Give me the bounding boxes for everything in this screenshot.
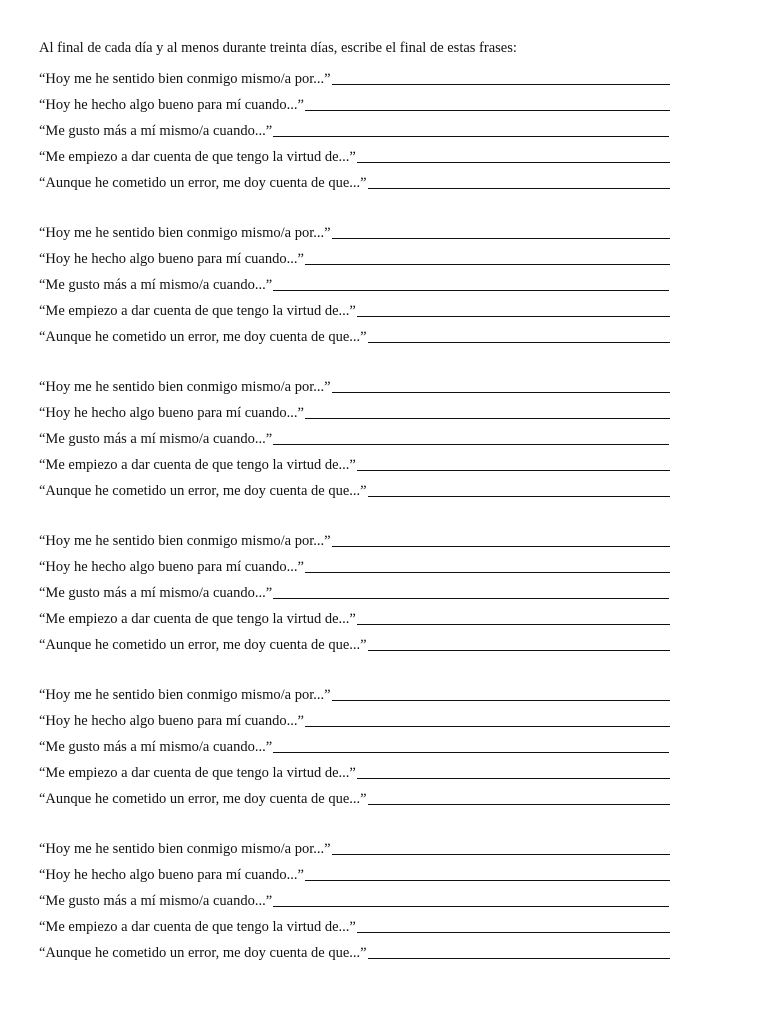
- prompt-text: “Me gusto más a mí mismo/a cuando...”: [39, 893, 273, 909]
- answer-blank[interactable]: [357, 315, 670, 317]
- answer-blank[interactable]: [357, 623, 670, 625]
- exercise-line: [39, 782, 671, 808]
- answer-blank[interactable]: [332, 699, 670, 701]
- exercise-line: [39, 832, 671, 858]
- answer-blank[interactable]: [332, 391, 670, 393]
- exercise-group-2: [39, 216, 671, 346]
- exercise-line: [39, 140, 671, 166]
- exercise-line: [39, 216, 671, 242]
- answer-blank[interactable]: [273, 751, 669, 753]
- exercise-line: [39, 524, 671, 550]
- prompt-text: “Me empiezo a dar cuenta de que tengo la virtud de...”: [39, 919, 356, 935]
- exercise-line: [39, 602, 671, 628]
- prompt-text: “Me empiezo a dar cuenta de que tengo la virtud de...”: [39, 303, 356, 319]
- answer-blank[interactable]: [368, 495, 670, 497]
- answer-blank[interactable]: [305, 879, 670, 881]
- prompt-text: “Hoy he hecho algo bueno para mí cuando...”: [39, 559, 304, 575]
- exercise-line: [39, 678, 671, 704]
- prompt-text: “Hoy he hecho algo bueno para mí cuando...”: [39, 97, 304, 113]
- prompt-text: “Aunque he cometido un error, me doy cuenta de que...”: [39, 483, 367, 499]
- prompt-text: “Hoy me he sentido bien conmigo mismo/a por...”: [39, 533, 331, 549]
- exercise-line: [39, 370, 671, 396]
- prompt-text: “Hoy he hecho algo bueno para mí cuando...”: [39, 251, 304, 267]
- prompt-text: “Me empiezo a dar cuenta de que tengo la virtud de...”: [39, 765, 356, 781]
- exercise-line: [39, 166, 671, 192]
- instruction-text: Al final de cada día y al menos durante treinta días, escribe el final de estas frases:: [39, 40, 517, 56]
- exercise-line: [39, 704, 671, 730]
- prompt-text: “Hoy me he sentido bien conmigo mismo/a por...”: [39, 71, 331, 87]
- prompt-text: “Aunque he cometido un error, me doy cuenta de que...”: [39, 175, 367, 191]
- exercise-line: [39, 422, 671, 448]
- exercise-group-6: [39, 832, 671, 962]
- answer-blank[interactable]: [368, 187, 670, 189]
- prompt-text: “Me empiezo a dar cuenta de que tengo la virtud de...”: [39, 457, 356, 473]
- answer-blank[interactable]: [332, 545, 670, 547]
- answer-blank[interactable]: [305, 263, 670, 265]
- answer-blank[interactable]: [305, 571, 670, 573]
- answer-blank[interactable]: [305, 725, 670, 727]
- prompt-text: “Aunque he cometido un error, me doy cuenta de que...”: [39, 945, 367, 961]
- exercise-line: [39, 396, 671, 422]
- exercise-group-4: [39, 524, 671, 654]
- answer-blank[interactable]: [368, 341, 670, 343]
- exercise-line: [39, 730, 671, 756]
- answer-blank[interactable]: [357, 469, 670, 471]
- answer-blank[interactable]: [273, 289, 669, 291]
- answer-blank[interactable]: [305, 417, 670, 419]
- answer-blank[interactable]: [332, 83, 670, 85]
- answer-blank[interactable]: [273, 135, 669, 137]
- exercise-line: [39, 474, 671, 500]
- prompt-text: “Me empiezo a dar cuenta de que tengo la virtud de...”: [39, 149, 356, 165]
- prompt-text: “Me gusto más a mí mismo/a cuando...”: [39, 277, 273, 293]
- exercise-line: [39, 884, 671, 910]
- exercise-line: [39, 268, 671, 294]
- prompt-text: “Hoy he hecho algo bueno para mí cuando...”: [39, 713, 304, 729]
- prompt-text: “Hoy me he sentido bien conmigo mismo/a por...”: [39, 841, 331, 857]
- exercise-line: [39, 114, 671, 140]
- prompt-text: “Aunque he cometido un error, me doy cuenta de que...”: [39, 637, 367, 653]
- exercise-line: [39, 320, 671, 346]
- prompt-text: “Me gusto más a mí mismo/a cuando...”: [39, 431, 273, 447]
- exercise-line: [39, 242, 671, 268]
- exercise-line: [39, 550, 671, 576]
- exercise-line: [39, 628, 671, 654]
- answer-blank[interactable]: [273, 597, 669, 599]
- prompt-text: “Me empiezo a dar cuenta de que tengo la virtud de...”: [39, 611, 356, 627]
- exercise-line: [39, 910, 671, 936]
- answer-blank[interactable]: [368, 957, 670, 959]
- prompt-text: “Hoy me he sentido bien conmigo mismo/a por...”: [39, 225, 331, 241]
- exercise-group-3: [39, 370, 671, 500]
- prompt-text: “Aunque he cometido un error, me doy cuenta de que...”: [39, 791, 367, 807]
- answer-blank[interactable]: [368, 803, 670, 805]
- answer-blank[interactable]: [273, 443, 669, 445]
- answer-blank[interactable]: [332, 853, 670, 855]
- answer-blank[interactable]: [357, 777, 670, 779]
- prompt-text: “Me gusto más a mí mismo/a cuando...”: [39, 739, 273, 755]
- answer-blank[interactable]: [357, 931, 670, 933]
- exercise-line: [39, 88, 671, 114]
- answer-blank[interactable]: [305, 109, 670, 111]
- prompt-text: “Hoy he hecho algo bueno para mí cuando...”: [39, 867, 304, 883]
- answer-blank[interactable]: [357, 161, 670, 163]
- exercise-line: [39, 576, 671, 602]
- exercise-group-5: [39, 678, 671, 808]
- exercise-line: [39, 936, 671, 962]
- exercise-line: [39, 294, 671, 320]
- prompt-text: “Hoy he hecho algo bueno para mí cuando...”: [39, 405, 304, 421]
- prompt-text: “Hoy me he sentido bien conmigo mismo/a por...”: [39, 687, 331, 703]
- answer-blank[interactable]: [273, 905, 669, 907]
- prompt-text: “Me gusto más a mí mismo/a cuando...”: [39, 585, 273, 601]
- exercise-line: [39, 62, 671, 88]
- prompt-text: “Aunque he cometido un error, me doy cuenta de que...”: [39, 329, 367, 345]
- answer-blank[interactable]: [368, 649, 670, 651]
- exercise-line: [39, 448, 671, 474]
- exercise-group-1: [39, 62, 671, 192]
- prompt-text: “Me gusto más a mí mismo/a cuando...”: [39, 123, 273, 139]
- exercise-line: [39, 756, 671, 782]
- prompt-text: “Hoy me he sentido bien conmigo mismo/a por...”: [39, 379, 331, 395]
- answer-blank[interactable]: [332, 237, 670, 239]
- exercise-line: [39, 858, 671, 884]
